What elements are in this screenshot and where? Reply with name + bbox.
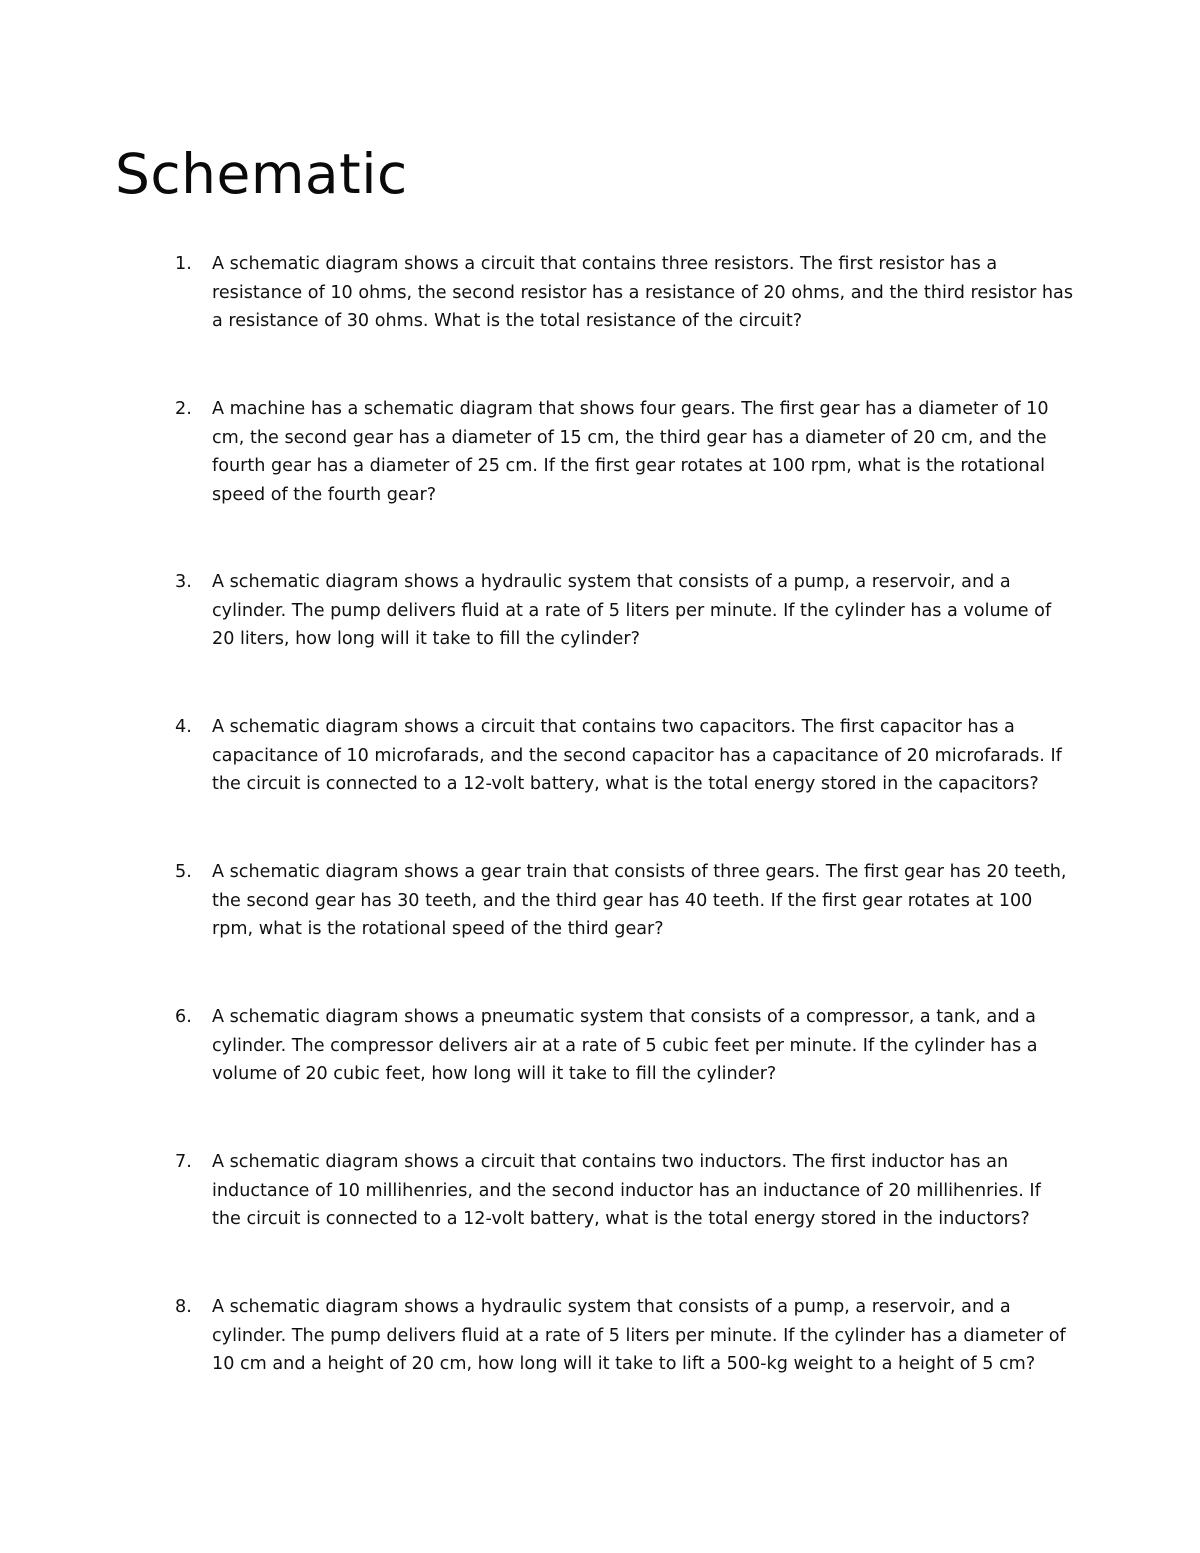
question-text: A schematic diagram shows a hydraulic system that consists of a pump, a reservoir, and a cylinder. The pump delivers fluid at a rate of 5 liters per minute. If the cylinder has a diameter of 10 cm and a height of 20 cm, how long will it take to lift a 500-kg weight to a height of 5 cm? — [212, 1297, 1066, 1375]
question-item-3 — [175, 568, 1075, 654]
question-number: 6. — [175, 1007, 192, 1027]
question-number: 2. — [175, 399, 192, 419]
question-item-4 — [175, 713, 1075, 799]
question-number: 5. — [175, 862, 192, 882]
question-number: 8. — [175, 1297, 192, 1317]
question-item-5 — [175, 858, 1075, 944]
question-number: 1. — [175, 254, 192, 274]
question-text: A schematic diagram shows a gear train that consists of three gears. The first gear has 20 teeth, the second gear has 30 teeth, and the third gear has 40 teeth. If the first gear rotates at 100 rpm, what is the rotational speed of the third gear? — [212, 862, 1067, 940]
question-text: A schematic diagram shows a circuit that contains two inductors. The first inductor has an inductance of 10 millihenries, and the second inductor has an inductance of 20 millihenries. If the circuit is connected to a 12-volt battery, what is the total energy stored in the inductors? — [212, 1152, 1041, 1230]
question-item-1 — [175, 250, 1075, 336]
question-item-2 — [175, 395, 1075, 510]
question-text: A schematic diagram shows a circuit that contains three resistors. The first resistor has a resistance of 10 ohms, the second resistor has a resistance of 20 ohms, and the third resistor has a resistance of 30 ohms. What is the total resistance of the circuit? — [212, 254, 1074, 332]
question-text: A schematic diagram shows a pneumatic system that consists of a compressor, a tank, and a cylinder. The compressor delivers air at a rate of 5 cubic feet per minute. If the cylinder has a volume of 20 cubic feet, how long will it take to fill the cylinder? — [212, 1007, 1038, 1085]
question-number: 3. — [175, 572, 192, 592]
page-title: Schematic — [115, 142, 408, 206]
question-number: 4. — [175, 717, 192, 737]
question-text: A schematic diagram shows a hydraulic system that consists of a pump, a reservoir, and a cylinder. The pump delivers fluid at a rate of 5 liters per minute. If the cylinder has a volume of 20 liters, how long will it take to fill the cylinder? — [212, 572, 1052, 650]
question-text: A schematic diagram shows a circuit that contains two capacitors. The first capacitor has a capacitance of 10 microfarads, and the second capacitor has a capacitance of 20 microfarads. If the circuit is connected to a 12-volt battery, what is the total energy stored in the capacitors? — [212, 717, 1062, 795]
question-text: A machine has a schematic diagram that shows four gears. The first gear has a diameter of 10 cm, the second gear has a diameter of 15 cm, the third gear has a diameter of 20 cm, and the fourth gear has a diameter of 25 cm. If the first gear rotates at 100 rpm, what is the rotational speed of the fourth gear? — [212, 399, 1049, 506]
question-number: 7. — [175, 1152, 192, 1172]
question-item-7 — [175, 1148, 1075, 1234]
question-item-8 — [175, 1293, 1075, 1379]
question-item-6 — [175, 1003, 1075, 1089]
